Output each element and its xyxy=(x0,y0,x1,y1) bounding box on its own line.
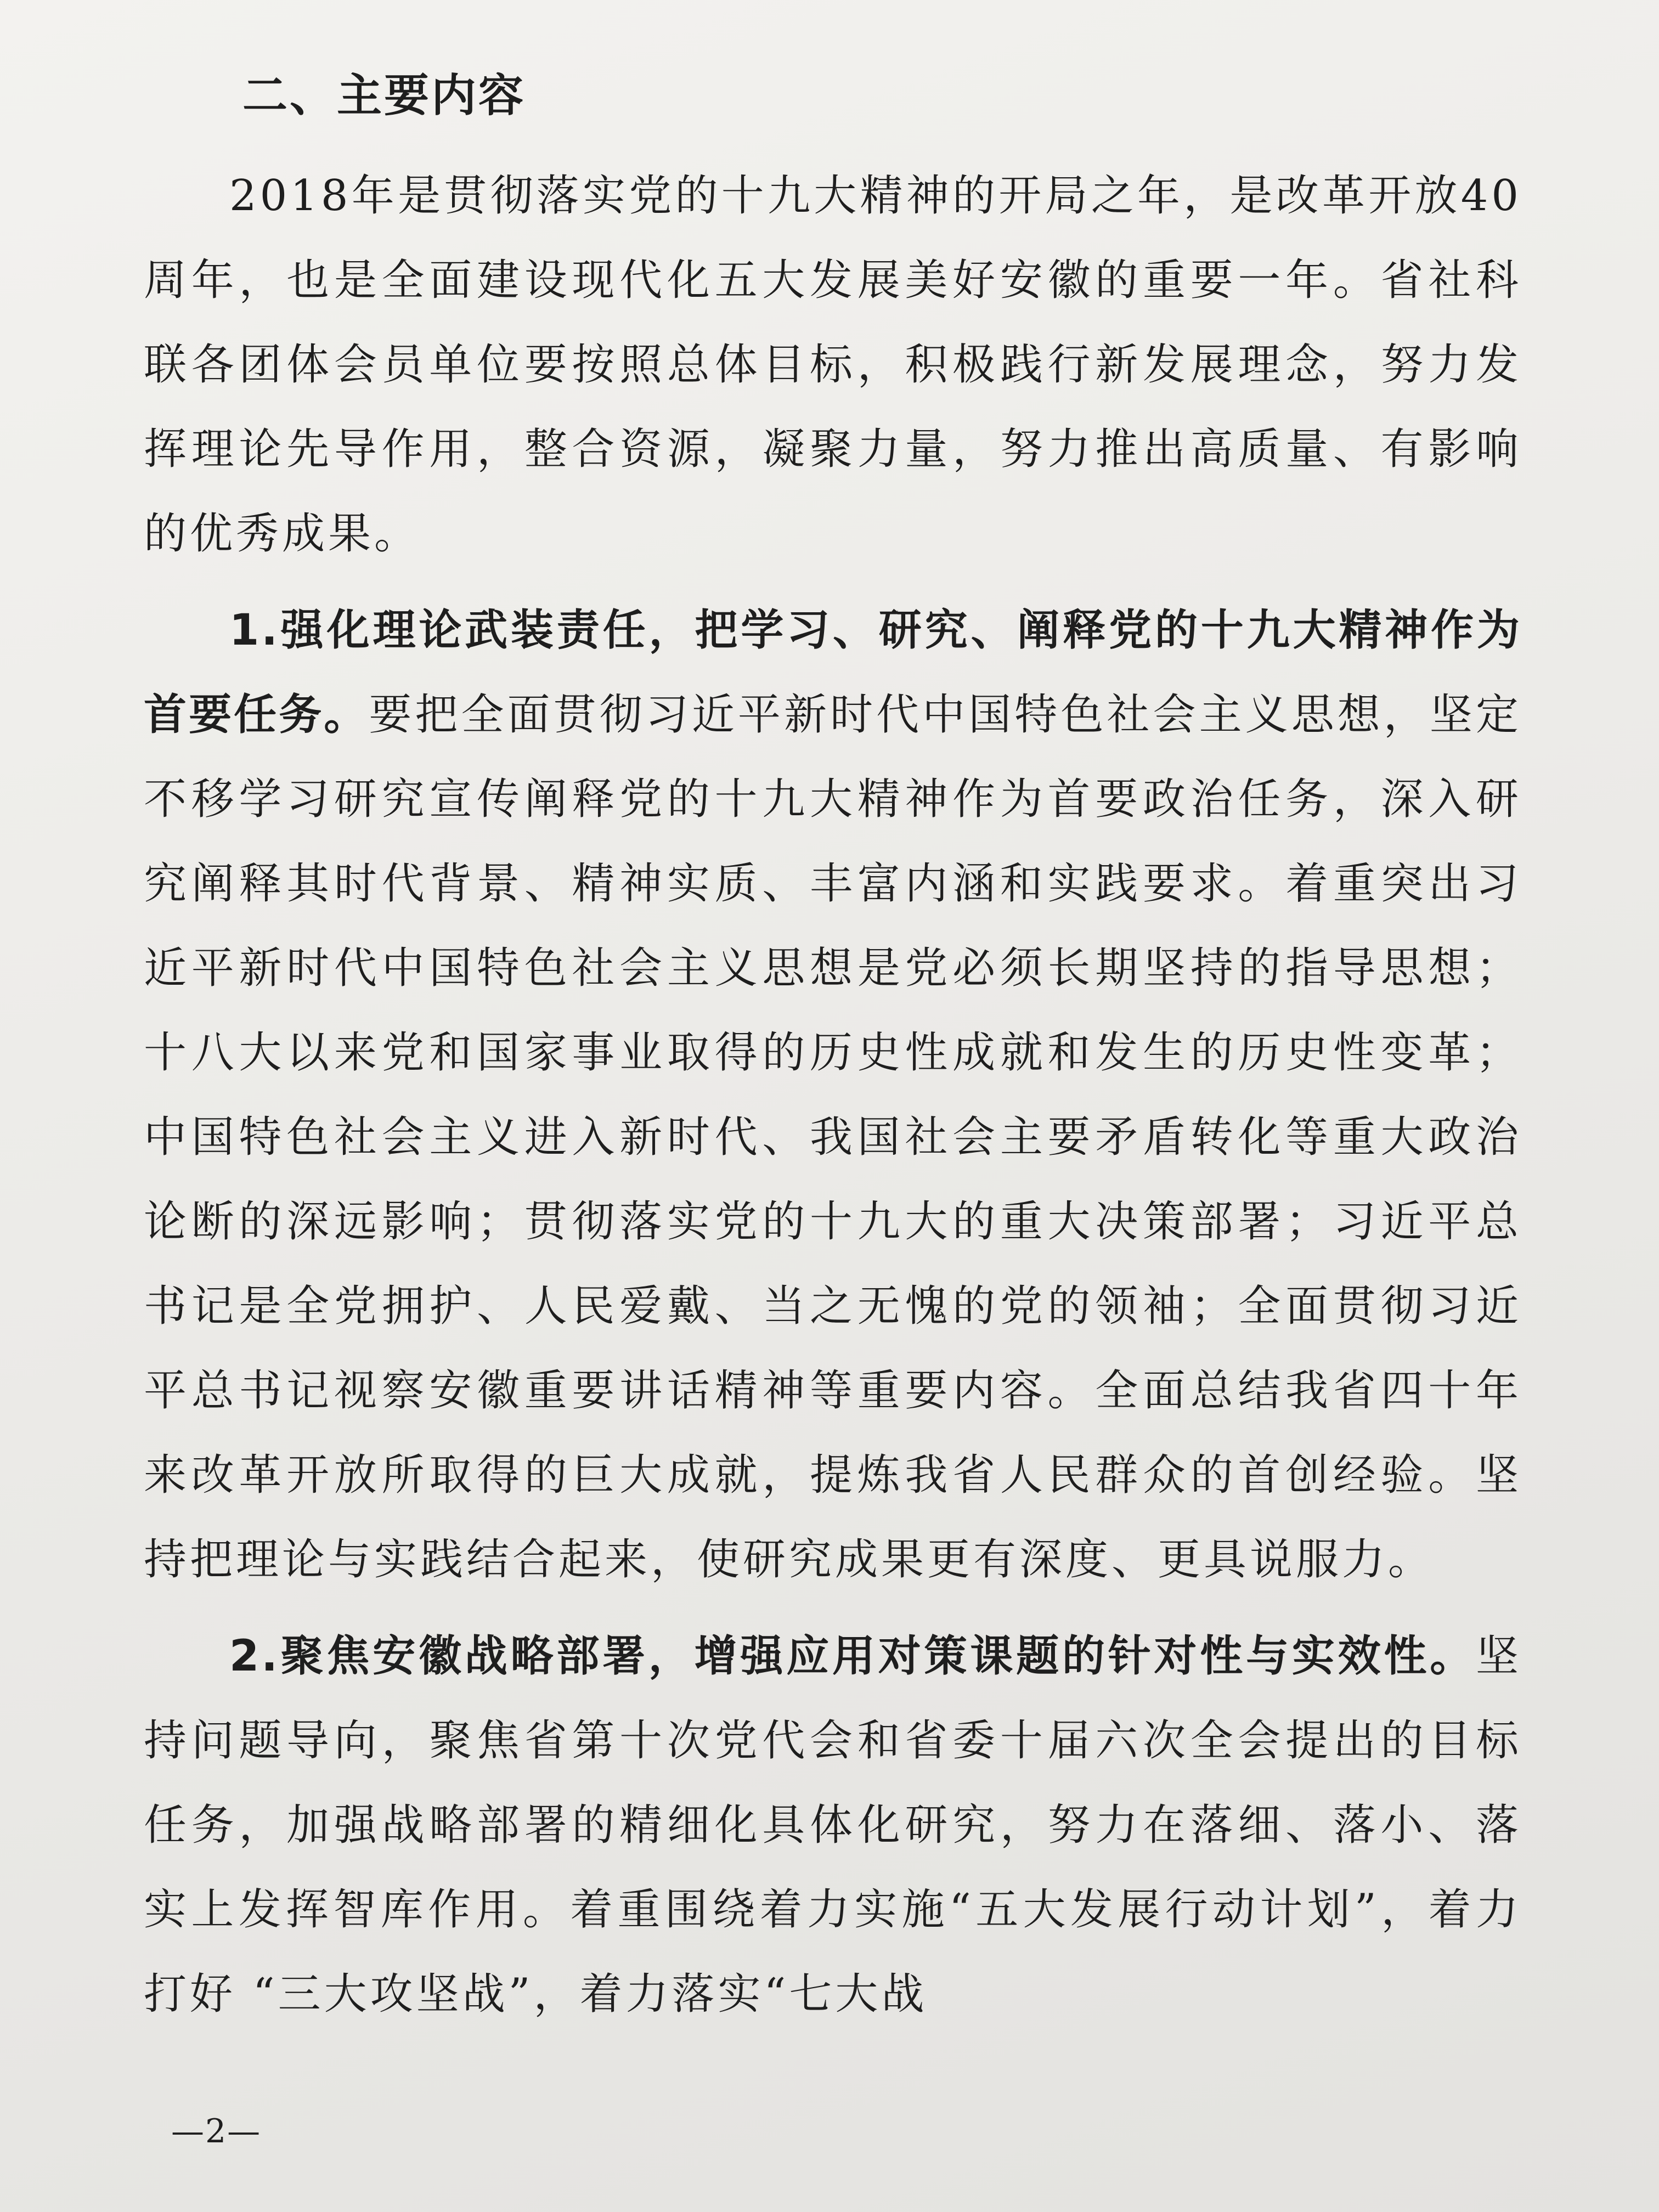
page-number: —2— xyxy=(171,2112,262,2151)
section-heading: 二、主要内容 xyxy=(242,70,526,122)
paragraph-intro xyxy=(144,154,1522,576)
paragraph-item-1 xyxy=(144,588,1522,1602)
paragraph-item-2-lead: 2.聚焦安徽战略部署，增强应用对策课题的针对性与实效性。 xyxy=(229,1632,1476,1681)
paragraph-item-2 xyxy=(144,1614,1522,2036)
paragraph-intro-text: 2018年是贯彻落实党的十九大精神的开局之年，是改革开放40周年，也是全面建设现代化五大发展美好安徽的重要一年。省社科联各团体会员单位要按照总体目标，积极践行新发展理念，努力发挥理论先导作用，整合资源，凝聚力量，努力推出高质量、有影响的优秀成果。 xyxy=(144,171,1522,558)
paragraph-item-1-text: 要把全面贯彻习近平新时代中国特色社会主义思想，坚定不移学习研究宣传阐释党的十九大精神作为首要政治任务，深入研究阐释其时代背景、精神实质、丰富内涵和实践要求。着重突出习近平新时代中国特色社会主义思想是党必须长期坚持的指导思想；十八大以来党和国家事业取得的历史性成就和发生的历史性变革；中国特色社会主义进入新时代、我国社会主要矛盾转化等重大政治论断的深远影响；贯彻落实党的十九大的重大决策部署；习近平总书记是全党拥护、人民爱戴、当之无愧的党的领袖；全面贯彻习近平总书记视察安徽重要讲话精神等重要内容。全面总结我省四十年来改革开放所取得的巨大成就，提炼我省人民群众的首创经验。坚持把理论与实践结合起来，使研究成果更有深度、更具说服力。 xyxy=(144,690,1522,1584)
paragraph-item-2-text: 坚持问题导向，聚焦省第十次党代会和省委十届六次全会提出的目标任务，加强战略部署的精细化具体化研究，努力在落细、落小、落实上发挥智库作用。着重围绕着力实施“五大发展行动计划”，着力打好 “三大攻坚战”，着力落实“七大战 xyxy=(144,1632,1522,2019)
paragraph-item-1-lead: 1.强化理论武装责任，把学习、研究、阐释党的十九大精神作为首要任务。 xyxy=(144,606,1522,740)
